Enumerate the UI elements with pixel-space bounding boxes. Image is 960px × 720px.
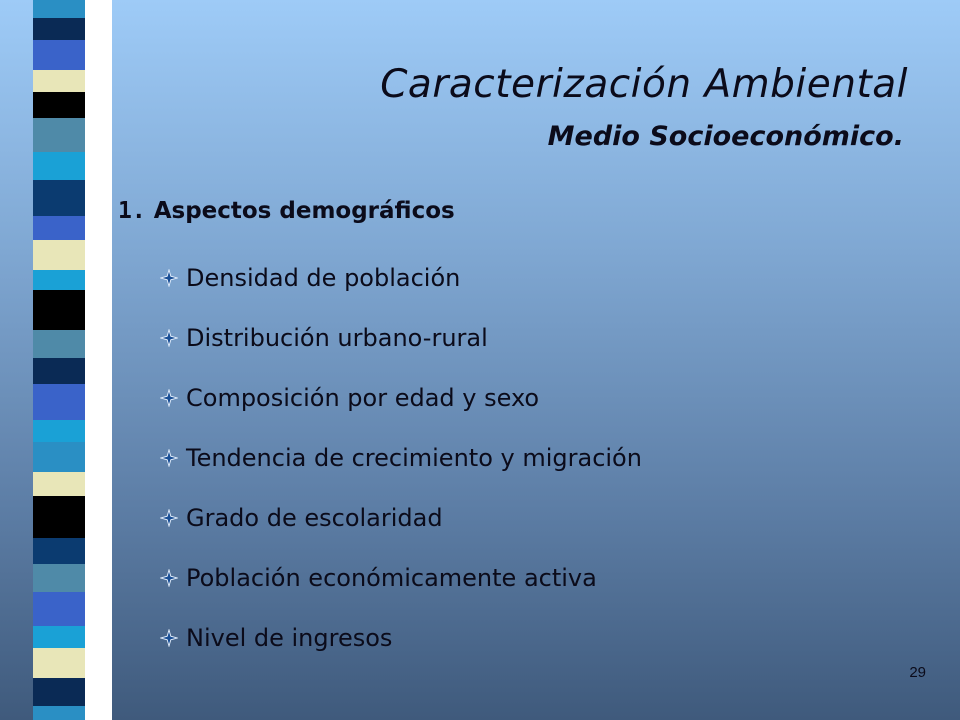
four-point-diamond-icon [160,569,178,587]
slide-subtitle: Medio Socioeconómico. [547,121,904,152]
bullet-item [160,368,642,428]
page-number: 29 [909,664,926,681]
left-decorative-stripes [0,0,112,720]
decor-stripe [33,592,85,626]
decor-stripe [33,538,85,564]
decor-stripe [33,270,85,290]
bullet-item [160,548,642,608]
decor-stripe [33,40,85,70]
decor-stripe [33,180,85,216]
decor-stripe [33,330,85,358]
four-point-diamond-icon [160,269,178,287]
decor-stripe [33,92,85,118]
decor-stripe [33,496,85,538]
decor-stripe [33,564,85,592]
decor-stripe [33,678,85,706]
bullet-text: Densidad de población [186,264,461,292]
white-edge-panel [85,0,112,720]
decor-stripe [33,18,85,40]
section-heading [118,198,455,224]
decor-stripe [33,240,85,270]
bullet-item [160,248,642,308]
bullet-text: Nivel de ingresos [186,624,393,652]
bullet-list [160,248,642,668]
four-point-diamond-icon [160,629,178,647]
bullet-item [160,608,642,668]
bullet-text: Grado de escolaridad [186,504,443,532]
decor-stripe [33,70,85,92]
decor-stripe [33,706,85,720]
four-point-diamond-icon [160,449,178,467]
decor-stripe [33,384,85,420]
decor-stripe [33,0,85,18]
slide-content [112,0,960,720]
decor-stripe [33,358,85,384]
bullet-item [160,428,642,488]
bullet-item [160,308,642,368]
four-point-diamond-icon [160,389,178,407]
bullet-item [160,488,642,548]
decor-stripe [33,216,85,240]
four-point-diamond-icon [160,509,178,527]
four-point-diamond-icon [160,329,178,347]
decor-stripe [33,472,85,496]
decor-stripe [33,648,85,678]
decor-stripe [33,290,85,330]
bullet-text: Población económicamente activa [186,564,597,592]
section-heading-text: Aspectos demográficos [153,198,455,224]
bullet-text: Distribución urbano-rural [186,324,488,352]
decor-stripe [33,420,85,442]
decor-stripe [33,118,85,152]
bullet-text: Composición por edad y sexo [186,384,540,412]
decor-stripe [33,152,85,180]
decor-stripe [33,626,85,648]
slide-title: Caracterización Ambiental [380,62,908,107]
decor-stripe [33,442,85,472]
section-number: 1. [118,198,146,224]
bullet-text: Tendencia de crecimiento y migración [186,444,642,472]
